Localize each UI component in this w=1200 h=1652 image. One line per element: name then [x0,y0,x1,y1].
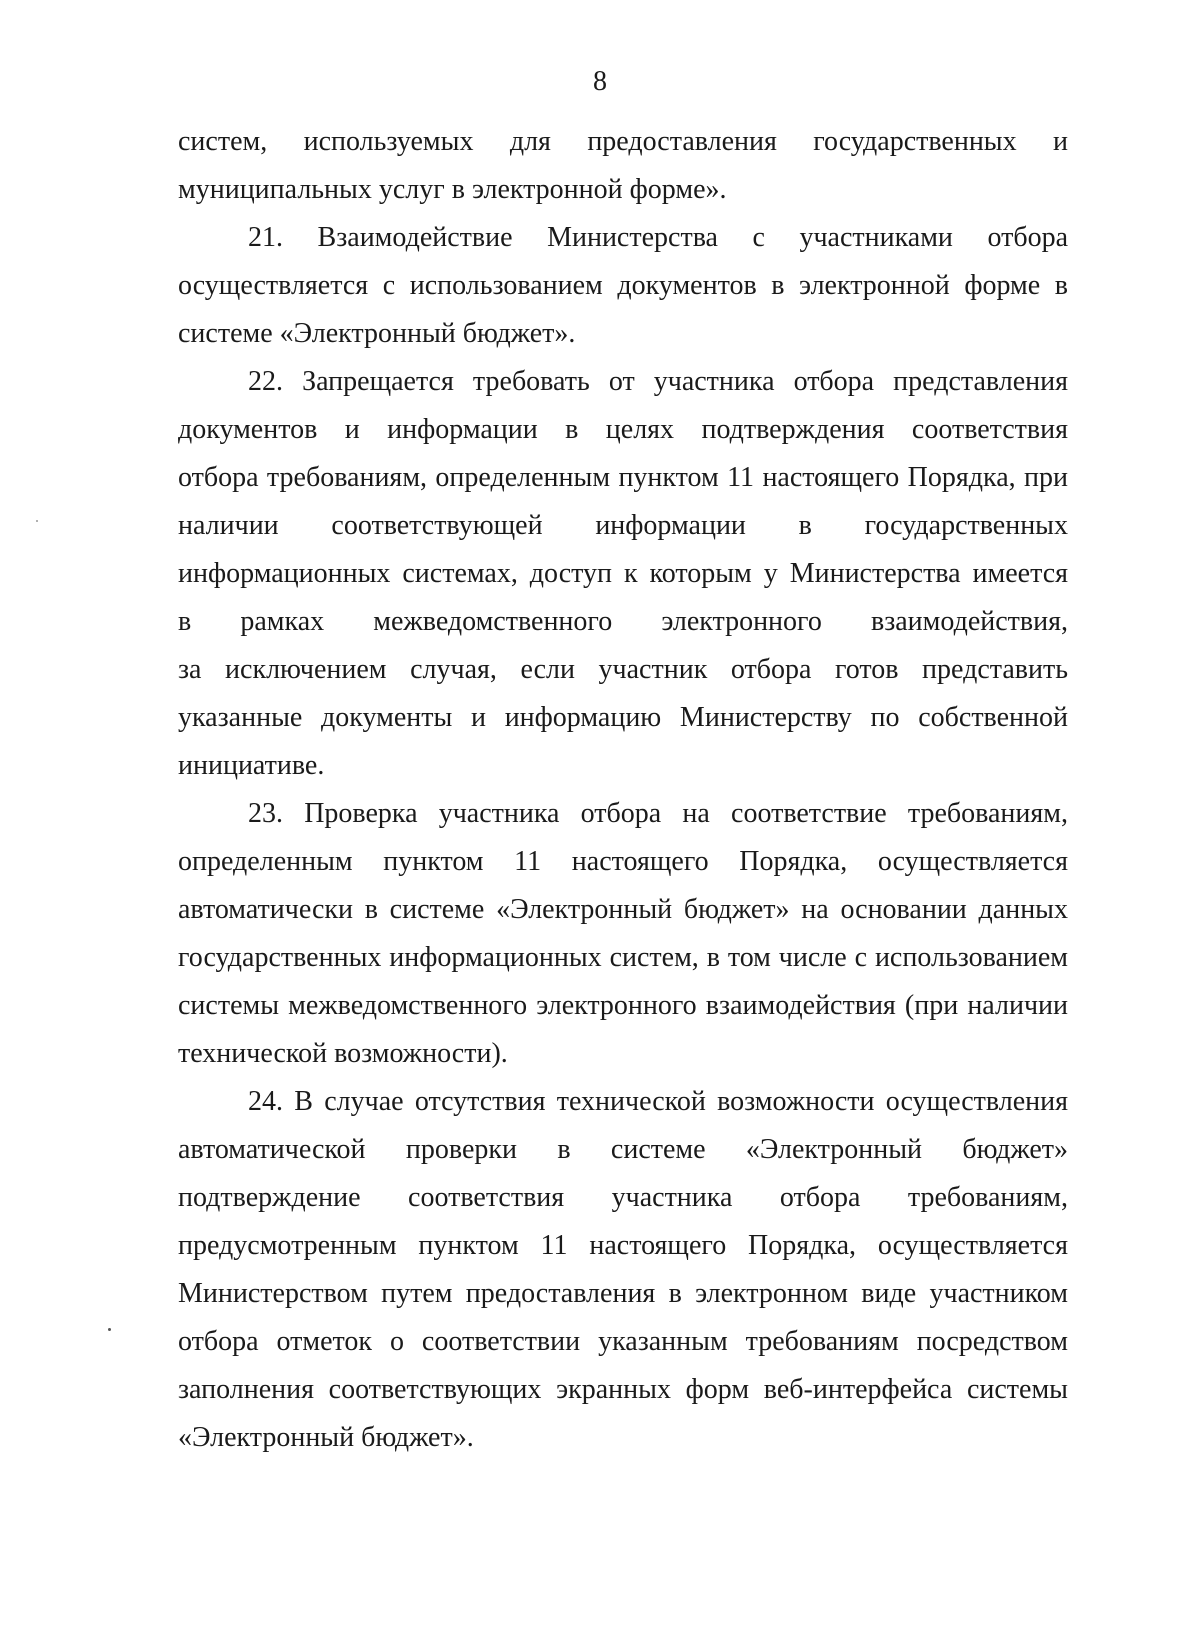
text-line: определенным пунктом 11 настоящего Порядка, осуществляется [178,846,1068,877]
scan-speck [36,520,38,522]
text-line: в рамках межведомственного электронного взаимодействия, [178,606,1068,637]
text-line: документов и информации в целях подтверждения соответствия [178,414,1068,445]
paragraph-21-first-line: 21. Взаимодействие Министерства с участниками отбора [248,222,1068,253]
text-line: Министерством путем предоставления в электронном виде участником [178,1278,1068,1309]
text-line: системы межведомственного электронного взаимодействия (при наличии [178,990,1068,1021]
page-number: 8 [593,66,607,97]
document-body [178,118,1068,1462]
text-line: муниципальных услуг в электронной форме». [178,174,727,205]
text-line: наличии соответствующей информации в государственных [178,510,1068,541]
text-line: информационных системах, доступ к которым у Министерства имеется [178,558,1068,589]
text-line: «Электронный бюджет». [178,1422,474,1453]
text-line: автоматической проверки в системе «Электронный бюджет» [178,1134,1068,1165]
text-line: предусмотренным пунктом 11 настоящего Порядка, осуществляется [178,1230,1068,1261]
paragraph-23-first-line: 23. Проверка участника отбора на соответствие требованиям, [248,798,1068,829]
text-line: подтверждение соответствия участника отбора требованиям, [178,1182,1068,1213]
text-line: системе «Электронный бюджет». [178,318,576,349]
text-line: отбора требованиям, определенным пунктом 11 настоящего Порядка, при [178,462,1068,493]
text-line: указанные документы и информацию Министерству по собственной [178,702,1068,733]
text-line: отбора отметок о соответствии указанным требованиям посредством [178,1326,1068,1357]
text-line: осуществляется с использованием документов в электронной форме в [178,270,1068,301]
scan-speck [108,1328,111,1331]
text-line: технической возможности). [178,1038,508,1069]
paragraph-22-first-line: 22. Запрещается требовать от участника отбора представления [248,366,1068,397]
text-line: систем, используемых для предоставления государственных и [178,126,1068,157]
paragraph-24-first-line: 24. В случае отсутствия технической возможности осуществления [248,1086,1068,1117]
text-line: государственных информационных систем, в том числе с использованием [178,942,1068,973]
text-line: за исключением случая, если участник отбора готов представить [178,654,1068,685]
text-line: инициативе. [178,750,325,781]
text-line: заполнения соответствующих экранных форм веб-интерфейса системы [178,1374,1068,1405]
text-line: автоматически в системе «Электронный бюджет» на основании данных [178,894,1068,925]
